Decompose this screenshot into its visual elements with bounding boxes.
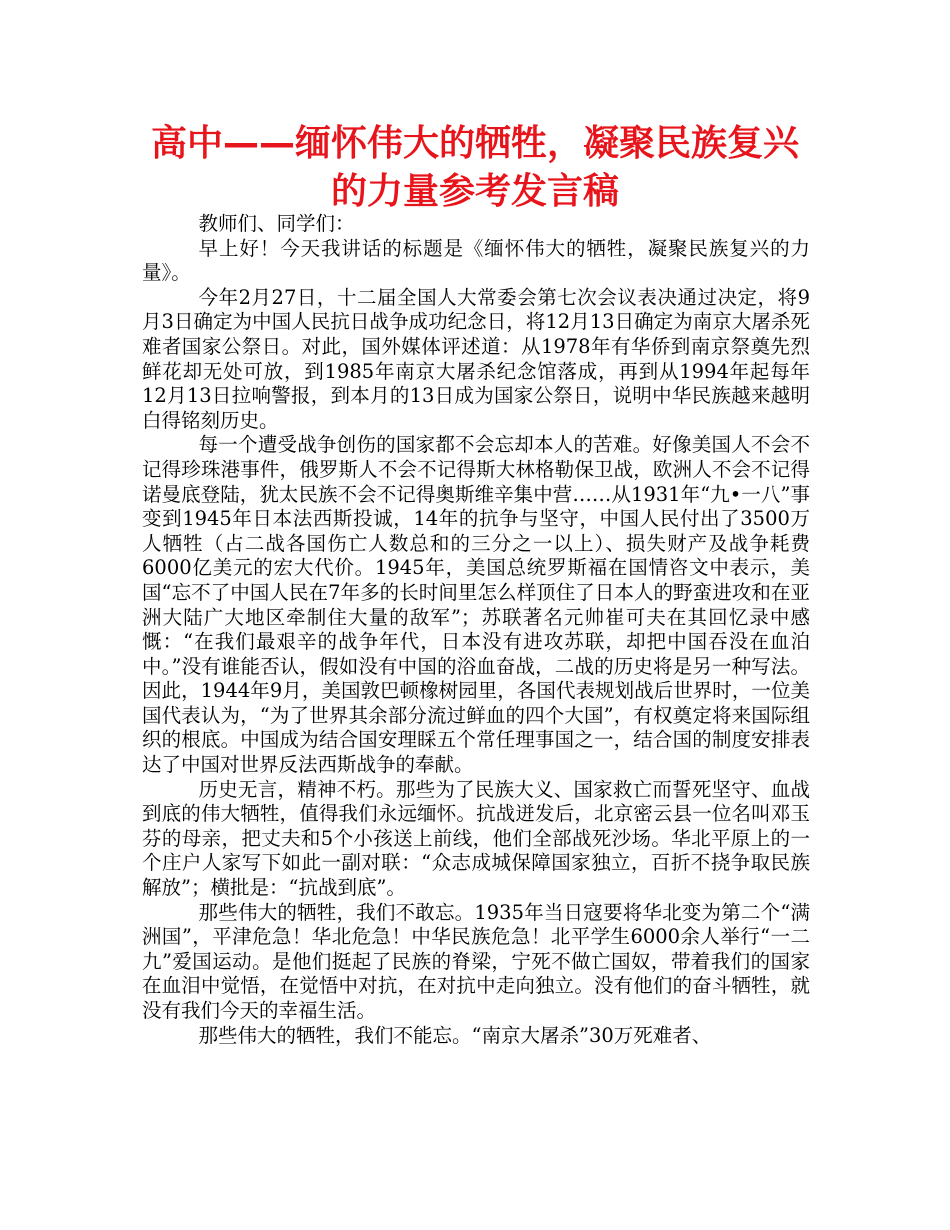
paragraph: 历史无言，精神不朽。那些为了民族大义、国家救亡而誓死坚守、血战到底的伟大牺牲，值得我们永远缅怀。抗战迸发后，北京密云县一位名叫邓玉芬的母亲，把丈夫和5个小孩送上前线，他们全部战死沙场。华北平原上的一个庄户人家写下如此一副对联：“众志成城保障国家独立，百折不挠争取民族解放”；横批是：“抗战到底”。 — [142, 777, 810, 900]
paragraph: 那些伟大的牺牲，我们不敢忘。1935年当日寇要将华北变为第二个“满洲国”，平津危急！华北危急！中华民族危急！北平学生6000余人举行“一二九”爱国运动。是他们挺起了民族的脊梁，宁死不做亡国奴，带着我们的国家在血泪中觉悟，在觉悟中对抗，在对抗中走向独立。没有他们的奋斗牺牲，就没有我们今天的幸福生活。 — [142, 900, 810, 1022]
salutation: 教师们、同学们： — [198, 212, 355, 235]
paragraph: 早上好！今天我讲话的标题是《缅怀伟大的牺牲，凝聚民族复兴的力量》。 — [142, 236, 810, 285]
document-title — [120, 120, 830, 216]
paragraph: 每一个遭受战争创伤的国家都不会忘却本人的苦难。好像美国人不会不记得珍珠港事件，俄罗斯人不会不记得斯大林格勒保卫战，欧洲人不会不记得诺曼底登陆，犹太民族不会不记得奥斯维辛集中营……从1931年“九•一八”事变到1945年日本法西斯投诚，14年的抗争与坚守，中国人民付出了3500万人牺牲（占二战各国伤亡人数总和的三分之一以上）、损失财产及战争耗费6000亿美元的宏大代价。1945年，美国总统罗斯福在国情咨文中表示，美国“忘不了中国人民在7年多的长时间里怎么样顶住了日本人的野蛮进攻和在亚洲大陆广大地区牵制住大量的敌军”；苏联著名元帅崔可夫在其回忆录中感慨：“在我们最艰辛的战争年代，日本没有进攻苏联，却把中国吞没在血泊中。”没有谁能否认，假如没有中国的浴血奋战，二战的历史将是另一种写法。因此，1944年9月，美国敦巴顿橡树园里，各国代表规划战后世界时，一位美国代表认为，“为了世界其余部分流过鲜血的四个大国”，有权奠定将来国际组织的根底。中国成为结合国安理睬五个常任理事国之一，结合国的制度安排表达了中国对世界反法西斯战争的奉献。 — [142, 433, 810, 777]
title-line-2: 的力量参考发言稿 — [330, 171, 619, 212]
paragraph: 那些伟大的牺牲，我们不能忘。“南京大屠杀”30万死难者、 — [198, 1023, 712, 1047]
document-body — [142, 212, 810, 1048]
title-line-1: 高中——缅怀伟大的牺牲，凝聚民族复兴 — [150, 123, 799, 164]
paragraph: 今年2月27日，十二届全国人大常委会第七次会议表决通过决定，将9月3日确定为中国人民抗日战争成功纪念日，将12月13日确定为南京大屠杀死难者国家公祭日。对此，国外媒体评述道：从1978年有华侨到南京祭奠先烈鲜花却无处可放，到1985年南京大屠杀纪念馆落成，再到从1994年起每年12月13日拉响警报，到本月的13日成为国家公祭日，说明中华民族越来越明白得铭刻历史。 — [142, 285, 810, 432]
